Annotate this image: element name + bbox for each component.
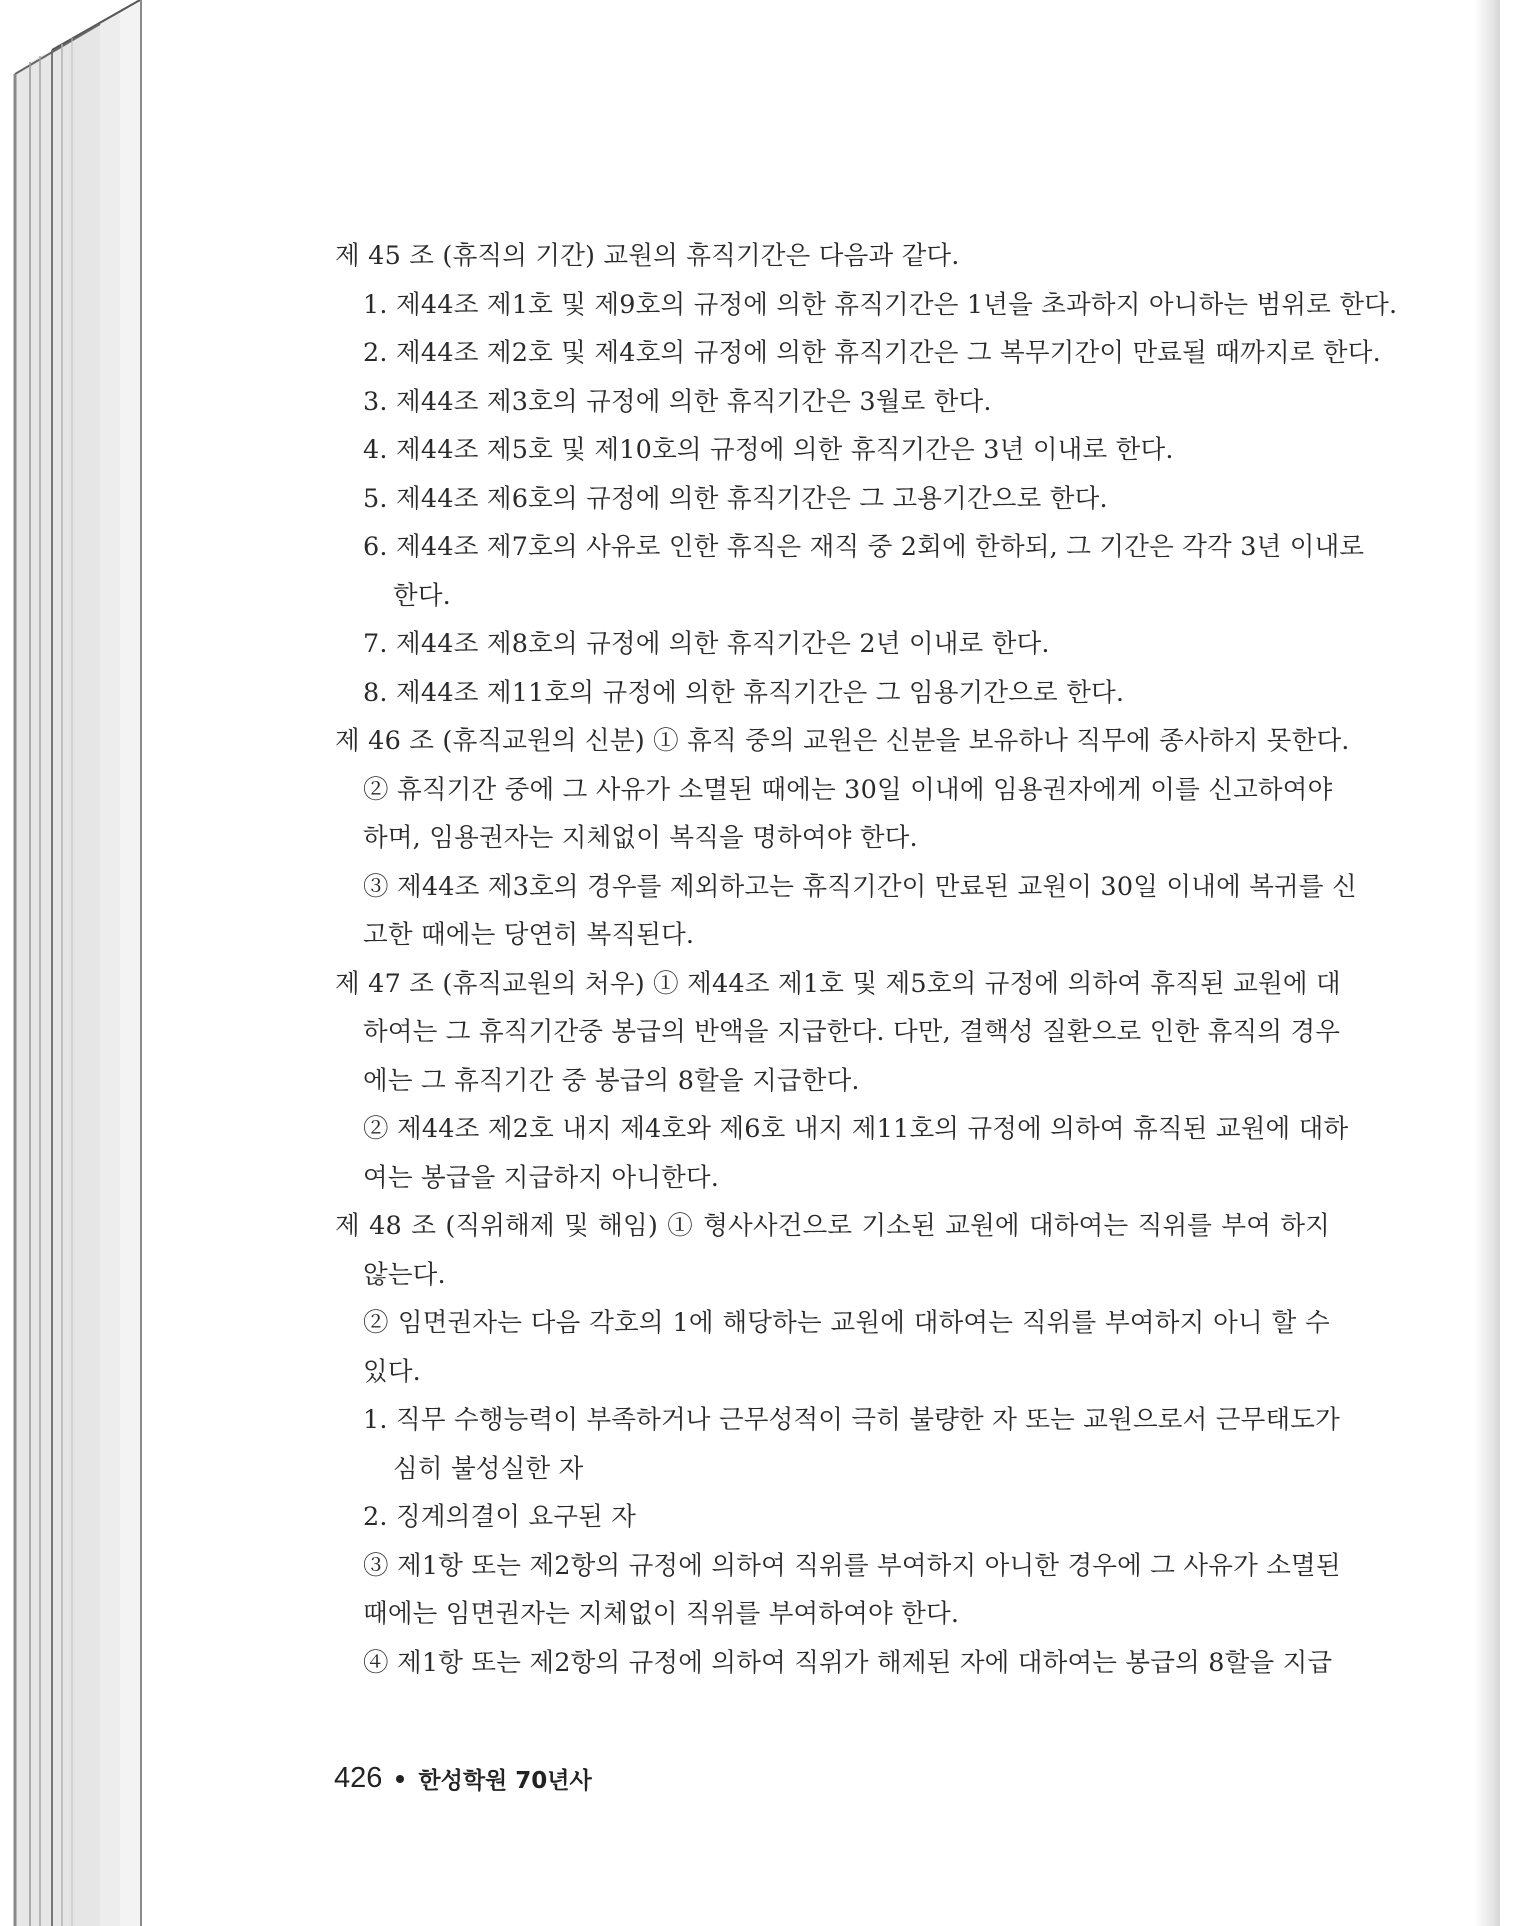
- paragraph-line: ③ 제44조 제3호의 경우를 제외하고는 휴직기간이 만료된 교원이 30일 이내에 복귀를 신: [363, 871, 1357, 902]
- list-item: 2. 징계의결이 요구된 자: [363, 1502, 637, 1532]
- paragraph-line: 고한 때에는 당연히 복직된다.: [363, 920, 695, 950]
- paragraph-line: 여는 봉급을 지급하지 아니한다.: [363, 1162, 720, 1193]
- paragraph-line: ② 휴직기간 중에 그 사유가 소멸된 때에는 30일 이내에 임용권자에게 이를 신고하여야: [363, 774, 1333, 805]
- paragraph-line: 하여는 그 휴직기간중 봉급의 반액을 지급한다. 다만, 결핵성 질환으로 인한 휴직의 경우: [363, 1017, 1341, 1047]
- list-item: 7. 제44조 제8호의 규정에 의한 휴직기간은 2년 이내로 한다.: [363, 629, 1050, 659]
- paragraph-line: 않는다.: [363, 1259, 446, 1290]
- page-edge-shadow: [1474, 0, 1500, 1926]
- article-48-heading: 제 48 조 (직위해제 및 해임) ① 형사사건으로 기소된 교원에 대하여는 직위를 부여 하지: [335, 1211, 1330, 1241]
- list-item-continuation: 심히 불성실한 자: [393, 1453, 584, 1484]
- list-item: 1. 직무 수행능력이 부족하거나 근무성적이 극히 불량한 자 또는 교원으로서 근무태도가: [363, 1405, 1340, 1435]
- list-item-continuation: 한다.: [393, 580, 451, 611]
- paragraph-line: 있다.: [363, 1356, 421, 1387]
- list-item: 3. 제44조 제3호의 규정에 의한 휴직기간은 3월로 한다.: [363, 386, 992, 417]
- paragraph-line: 때에는 임면권자는 지체없이 직위를 부여하여야 한다.: [363, 1599, 960, 1629]
- list-item: 1. 제44조 제1호 및 제9호의 규정에 의한 휴직기간은 1년을 초과하지 아니하는 범위로 한다.: [363, 289, 1398, 320]
- list-item: 4. 제44조 제5호 및 제10호의 규정에 의한 휴직기간은 3년 이내로 한다.: [363, 435, 1174, 465]
- page-footer: [334, 1762, 592, 1795]
- article-45-heading: 제 45 조 (휴직의 기간) 교원의 휴직기간은 다음과 같다.: [335, 241, 960, 271]
- paragraph-line: 하며, 임용권자는 지체없이 복직을 명하여야 한다.: [363, 823, 918, 853]
- paragraph-line: ③ 제1항 또는 제2항의 규정에 의하여 직위를 부여하지 아니한 경우에 그 사유가 소멸된: [363, 1550, 1341, 1581]
- page-number: 426: [334, 1762, 383, 1794]
- list-item: 5. 제44조 제6호의 규정에 의한 휴직기간은 그 고용기간으로 한다.: [363, 483, 1108, 514]
- article-47-heading: 제 47 조 (휴직교원의 처우) ① 제44조 제1호 및 제5호의 규정에 의하여 휴직된 교원에 대: [335, 968, 1341, 999]
- book-title: 한성학원 70년사: [418, 1768, 592, 1794]
- list-item: 8. 제44조 제11호의 규정에 의한 휴직기간은 그 임용기간으로 한다.: [363, 677, 1125, 708]
- paragraph-line: ④ 제1항 또는 제2항의 규정에 의하여 직위가 해제된 자에 대하여는 봉급의 8할을 지급: [363, 1647, 1333, 1678]
- list-item: 2. 제44조 제2호 및 제4호의 규정에 의한 휴직기간은 그 복무기간이 만료될 때까지로 한다.: [363, 338, 1381, 368]
- article-46-heading: 제 46 조 (휴직교원의 신분) ① 휴직 중의 교원은 신분을 보유하나 직무에 종사하지 못한다.: [335, 726, 1350, 756]
- bullet-separator-icon: [396, 1775, 404, 1783]
- list-item: 6. 제44조 제7호의 사유로 인한 휴직은 재직 중 2회에 한하되, 그 기간은 각각 3년 이내로: [363, 532, 1365, 562]
- page-body-text: [335, 232, 1398, 1687]
- paragraph-line: ② 제44조 제2호 내지 제4호와 제6호 내지 제11호의 규정에 의하여 휴직된 교원에 대하: [363, 1114, 1349, 1144]
- paragraph-line: ② 임면권자는 다음 각호의 1에 해당하는 교원에 대하여는 직위를 부여하지 아니 할 수: [363, 1308, 1330, 1338]
- paragraph-line: 에는 그 휴직기간 중 봉급의 8할을 지급한다.: [363, 1065, 860, 1096]
